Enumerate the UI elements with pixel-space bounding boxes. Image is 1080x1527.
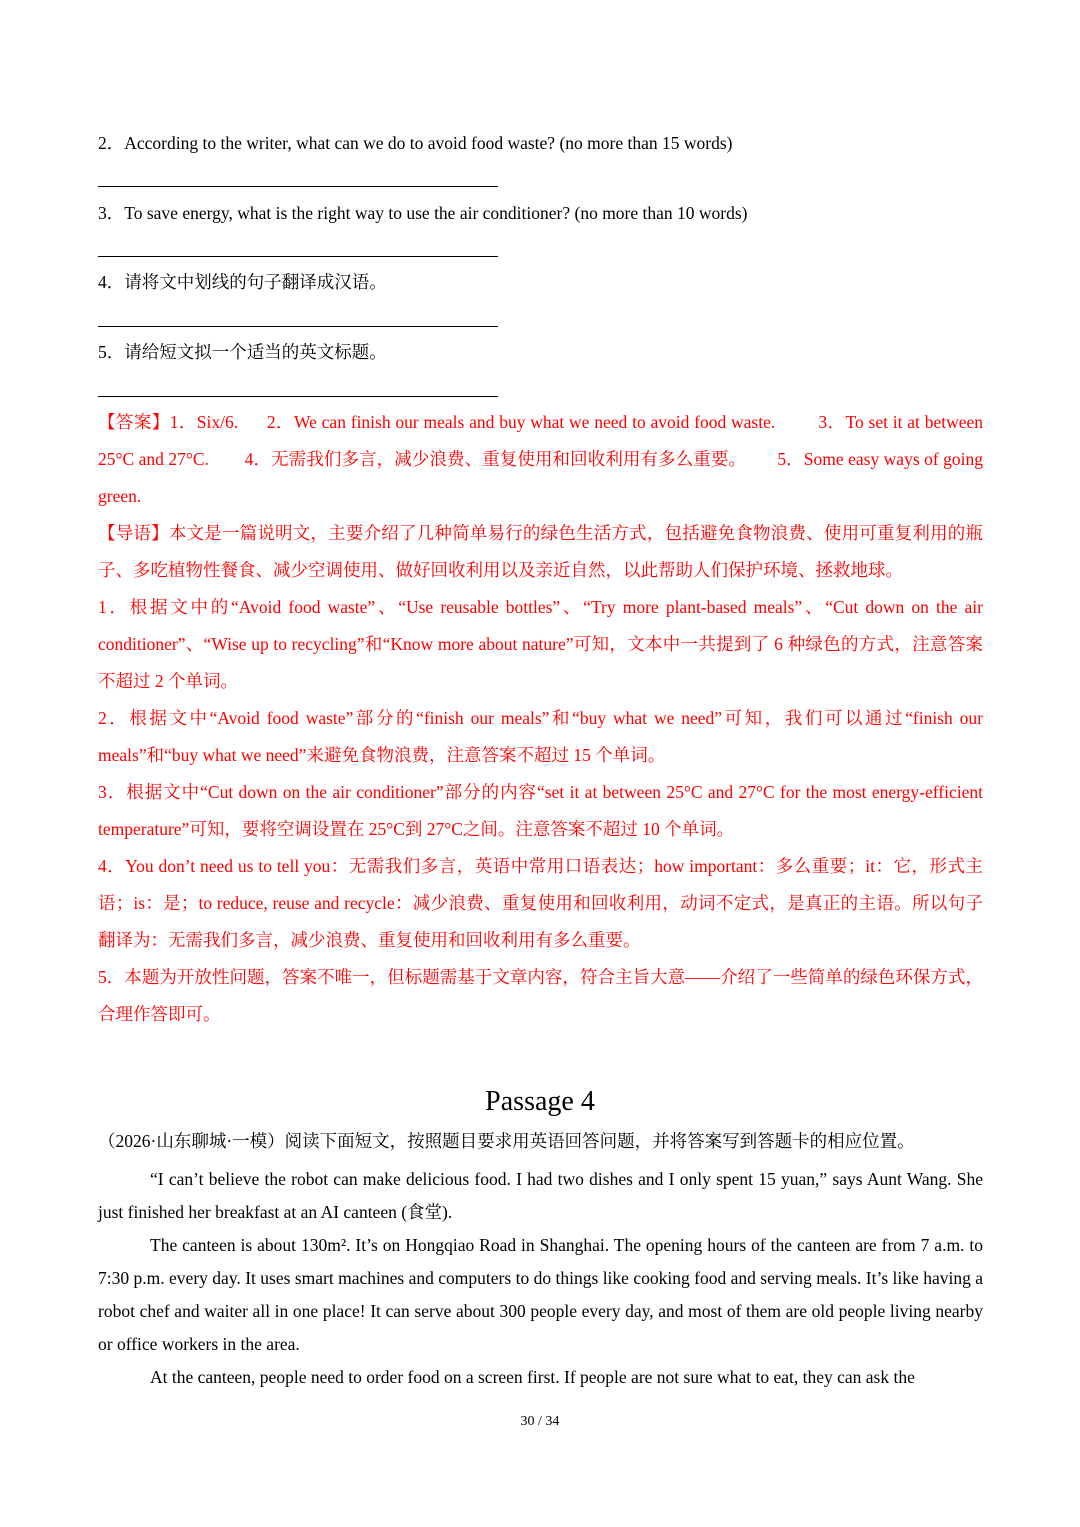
question-5: 5．请给短文拟一个适当的英文标题。: [98, 342, 387, 362]
answer-block: [98, 404, 983, 1033]
passage-paragraph-2: The canteen is about 130m². It’s on Hongqiao Road in Shanghai. The opening hours of the canteen are from 7 a.m. to 7:30 p.m. every day. It uses smart machines and computers to do things like cooking food and serving meals. It’s like having a robot chef and waiter all in one place! It can serve about 300 people every day, and most of them are old people living nearby or office workers in the area.: [98, 1235, 983, 1354]
passage-source: （2026·山东聊城·一模）阅读下面短文，按照题目要求用英语回答问题，并将答案写到答题卡的相应位置。: [98, 1131, 915, 1151]
page-number: 30 / 34: [520, 1414, 560, 1429]
passage-title: Passage 4: [485, 1086, 595, 1117]
answer-line-3: [98, 256, 498, 257]
explanation-3: 3．根据文中“Cut down on the air conditioner”部分的内容“set it at between 25°C and 27°C for the most energy-efficient temperature”可知，要将空调设置在 25°C到 27°C之间。注意答案不超过 10 个单词。: [98, 782, 983, 839]
explanation-5: 5．本题为开放性问题，答案不唯一，但标题需基于文章内容，符合主旨大意——介绍了一些简单的绿色环保方式，合理作答即可。: [98, 967, 983, 1024]
question-3: 3．To save energy, what is the right way to use the air conditioner? (no more than 10 words): [98, 203, 748, 223]
passage-paragraph-1: “I can’t believe the robot can make delicious food. I had two dishes and I only spent 15 yuan,” says Aunt Wang. She just finished her breakfast at an AI canteen (食堂).: [98, 1169, 983, 1222]
answer-line-5: [98, 396, 498, 397]
explanation-1: 1．根据文中的“Avoid food waste”、“Use reusable bottles”、“Try more plant-based meals”、“Cut down on the air conditioner”、“Wise up to recycling”和“Know more about nature”可知，文本中一共提到了 6 种绿色的方式，注意答案不超过 2 个单词。: [98, 597, 983, 691]
answer-keys: 【答案】1．Six/6. 2．We can finish our meals and buy what we need to avoid food waste. 3．To set it at between 25°C and 27°C. 4．无需我们多言，减少浪费、重复使用和回收利用有多么重要。 5．Some easy ways of going green.: [98, 412, 984, 506]
explanation-4: 4．You don’t need us to tell you：无需我们多言，英语中常用口语表达；how important：多么重要；it：它，形式主语；is：是；to reduce, reuse and recycle：减少浪费、重复使用和回收利用，动词不定式，是真正的主语。所以句子翻译为：无需我们多言，减少浪费、重复使用和回收利用有多么重要。: [98, 856, 983, 950]
answer-line-2: [98, 186, 498, 187]
explanation-2: 2．根据文中“Avoid food waste”部分的“finish our meals”和“buy what we need”可知，我们可以通过“finish our meals”和“buy what we need”来避免食物浪费，注意答案不超过 15 个单词。: [98, 708, 983, 765]
guide-paragraph: 【导语】本文是一篇说明文，主要介绍了几种简单易行的绿色生活方式，包括避免食物浪费、使用可重复利用的瓶子、多吃植物性餐食、减少空调使用、做好回收利用以及亲近自然，以此帮助人们保护环境、拯救地球。: [98, 523, 984, 580]
question-2: 2．According to the writer, what can we do to avoid food waste? (no more than 15 words): [98, 133, 733, 153]
answer-line-4: [98, 326, 498, 327]
passage-paragraph-3: At the canteen, people need to order food on a screen first. If people are not sure what to eat, they can ask the: [150, 1367, 915, 1387]
passage-body: [98, 1163, 983, 1394]
question-4: 4．请将文中划线的句子翻译成汉语。: [98, 272, 387, 292]
